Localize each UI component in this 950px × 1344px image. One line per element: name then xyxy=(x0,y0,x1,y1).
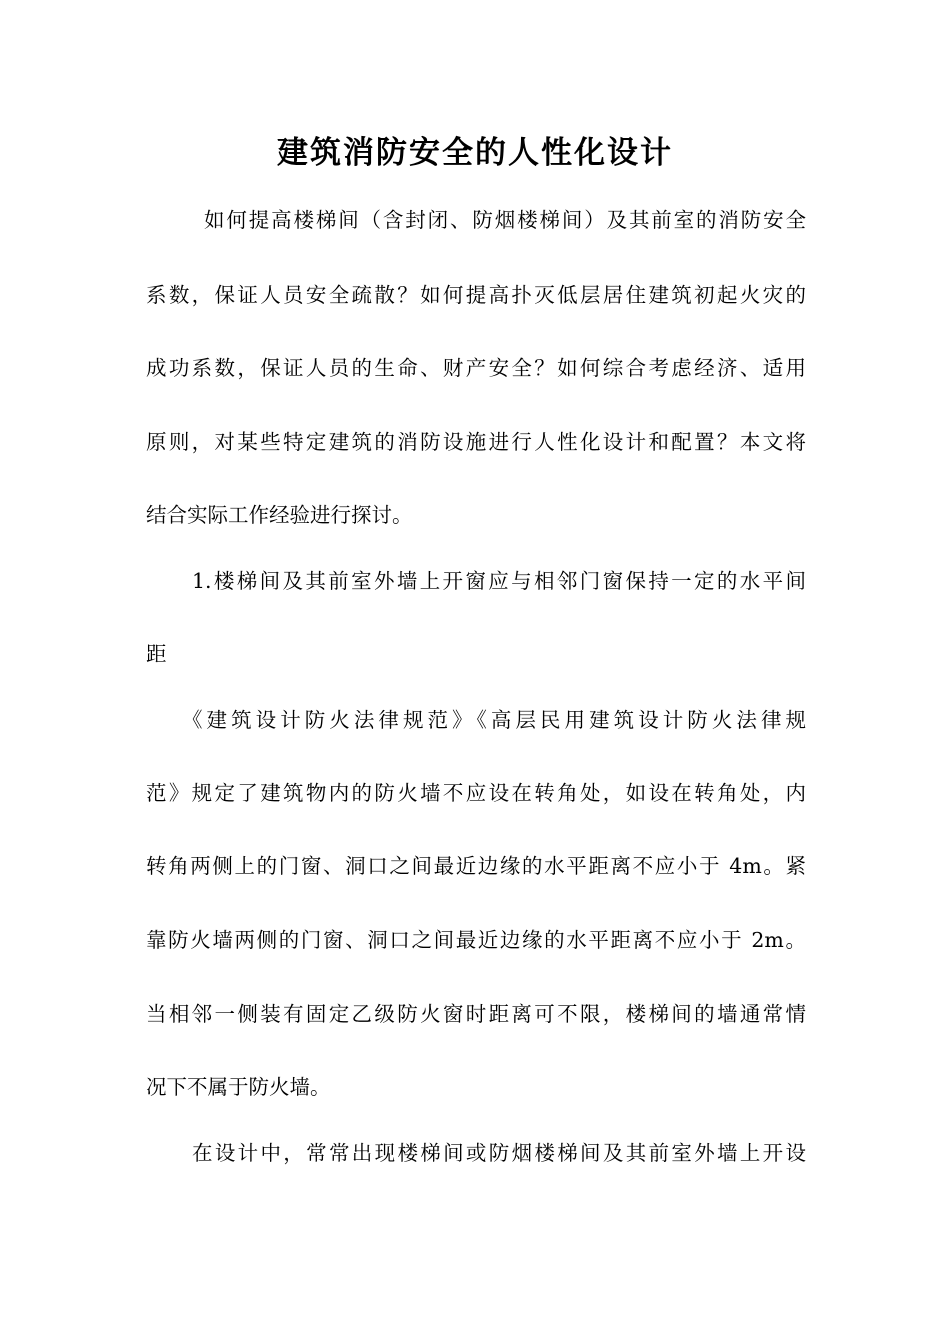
paragraph-1-line-4: 原则，对某些特定建筑的消防设施进行人性化设计和配置？本文将 xyxy=(146,430,806,454)
document-title: 建筑消防安全的人性化设计 xyxy=(277,135,673,171)
paragraph-1-line-5: 结合实际工作经验进行探讨。 xyxy=(146,503,413,527)
paragraph-2-line-5: 当相邻一侧装有固定乙级防火窗时距离可不限，楼梯间的墙通常情 xyxy=(146,1002,806,1026)
paragraph-2-line-4: 靠防火墙两侧的门窗、洞口之间最近边缘的水平距离不应小于 2m。 xyxy=(146,928,806,952)
paragraph-2-line-2: 范》规定了建筑物内的防火墙不应设在转角处，如设在转角处，内 xyxy=(146,781,806,805)
paragraph-2-line-1: 《建筑设计防火法律规范》《高层民用建筑设计防火法律规 xyxy=(182,708,806,732)
paragraph-3-line-1: 在设计中，常常出现楼梯间或防烟楼梯间及其前室外墙上开设 xyxy=(192,1141,806,1165)
paragraph-1-line-1: 如何提高楼梯间（含封闭、防烟楼梯间）及其前室的消防安全 xyxy=(204,208,806,232)
section-1-heading-line-2: 距 xyxy=(146,642,167,666)
section-1-heading-line-1: 1.楼梯间及其前室外墙上开窗应与相邻门窗保持一定的水平间 xyxy=(192,569,806,593)
paragraph-2-line-3: 转角两侧上的门窗、洞口之间最近边缘的水平距离不应小于 4m。紧 xyxy=(146,854,806,878)
paragraph-1-line-2: 系数，保证人员安全疏散？如何提高扑灭低层居住建筑初起火灾的 xyxy=(146,283,806,307)
paragraph-2-line-6: 况下不属于防火墙。 xyxy=(146,1075,331,1099)
paragraph-1-line-3: 成功系数，保证人员的生命、财产安全？如何综合考虑经济、适用 xyxy=(146,356,806,380)
